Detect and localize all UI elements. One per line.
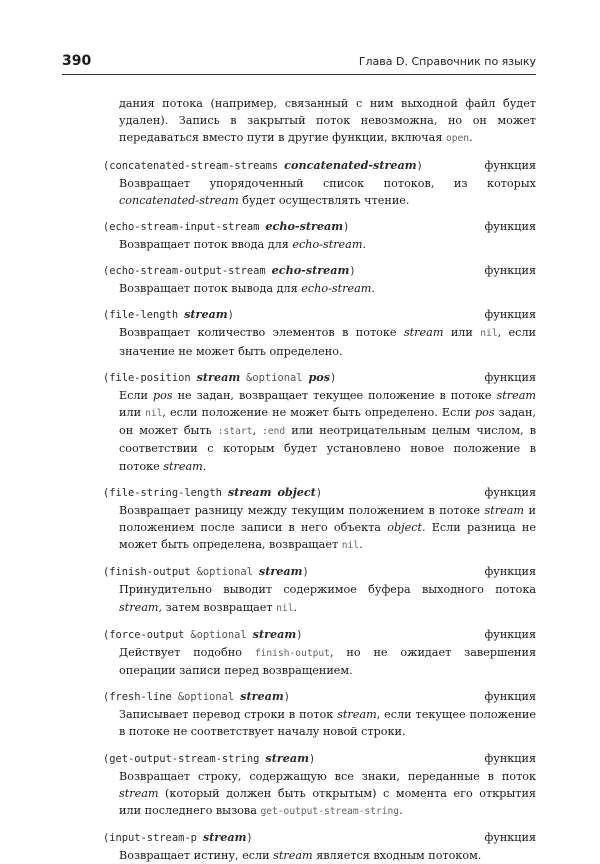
running-header bbox=[62, 52, 536, 75]
code: nil bbox=[480, 328, 498, 340]
function-description bbox=[119, 502, 536, 555]
function-name: (file-length bbox=[103, 309, 179, 322]
function-entry bbox=[103, 750, 536, 821]
optional-arg: stream bbox=[252, 626, 297, 641]
required-arg: object bbox=[277, 484, 316, 499]
italic-term: concatenated-stream bbox=[119, 193, 239, 207]
text: Возвращает поток ввода для bbox=[119, 238, 293, 252]
function-entry bbox=[103, 563, 536, 616]
required-arg: stream bbox=[196, 369, 241, 384]
close-paren: ) bbox=[227, 309, 234, 322]
function-signature bbox=[103, 626, 536, 644]
required-arg: stream bbox=[202, 830, 247, 845]
page-number: 390 bbox=[62, 53, 92, 69]
function-description bbox=[119, 280, 536, 297]
function-entry bbox=[103, 218, 536, 253]
text: . bbox=[359, 538, 363, 552]
text: дания потока (например, связанный с ним выходной файл будет удален). Запись в закрытый поток невозможна, но он может передаваться вместо пути в другие функции, включая bbox=[119, 97, 536, 145]
text: , но не ожидает завершения операции записи перед возвращением. bbox=[119, 645, 536, 678]
entry-kind: функция bbox=[484, 690, 536, 704]
function-description bbox=[119, 387, 536, 475]
function-name: (concatenated-stream-streams bbox=[103, 159, 279, 172]
intro-paragraph bbox=[119, 95, 536, 148]
function-signature bbox=[103, 688, 536, 706]
function-name: (file-position bbox=[103, 371, 191, 384]
optional-arg: stream bbox=[258, 564, 303, 579]
entry-list bbox=[103, 157, 536, 864]
close-paren: ) bbox=[416, 159, 423, 172]
text: является входным потоком. bbox=[312, 849, 482, 863]
italic-term: stream bbox=[119, 600, 159, 614]
entry-kind: функция bbox=[484, 158, 536, 172]
function-description bbox=[119, 175, 536, 209]
required-arg: concatenated-stream bbox=[284, 157, 417, 172]
text: , если положение не может быть определено. Если bbox=[162, 406, 475, 420]
function-name: (file-string-length bbox=[103, 486, 222, 499]
function-signature bbox=[103, 157, 536, 175]
italic-term: echo-stream bbox=[292, 238, 363, 252]
required-arg: echo-stream bbox=[265, 219, 344, 234]
optional-keyword: &optional bbox=[177, 691, 235, 704]
function-name: (input-stream-p bbox=[103, 832, 197, 845]
optional-keyword: &optional bbox=[246, 371, 303, 384]
signature-text bbox=[103, 688, 290, 706]
text: . bbox=[469, 131, 473, 145]
function-signature bbox=[103, 750, 536, 768]
function-description bbox=[119, 644, 536, 679]
function-name: (force-output bbox=[103, 628, 185, 641]
text: задан, он может быть bbox=[119, 406, 536, 438]
close-paren: ) bbox=[315, 486, 323, 499]
function-entry bbox=[103, 157, 536, 209]
italic-term: pos bbox=[474, 406, 495, 420]
signature-text bbox=[103, 829, 253, 847]
reference-content bbox=[103, 95, 536, 864]
function-name: (fresh-line bbox=[103, 691, 172, 704]
optional-keyword: &optional bbox=[190, 628, 247, 641]
italic-term: pos bbox=[152, 388, 173, 402]
close-paren: ) bbox=[343, 221, 350, 234]
text: Возвращает поток вывода для bbox=[119, 282, 302, 296]
close-paren: ) bbox=[302, 566, 309, 579]
entry-kind: функция bbox=[484, 751, 536, 765]
italic-term: object bbox=[387, 521, 422, 535]
close-paren: ) bbox=[330, 371, 337, 384]
required-arg: stream bbox=[265, 750, 309, 765]
function-entry bbox=[103, 306, 536, 359]
italic-term: stream bbox=[163, 459, 203, 473]
entry-kind: функция bbox=[484, 308, 536, 322]
italic-term: stream bbox=[403, 326, 444, 340]
signature-text bbox=[103, 626, 302, 644]
optional-keyword: &optional bbox=[196, 566, 253, 579]
italic-term: stream bbox=[273, 849, 313, 863]
entry-kind: функция bbox=[484, 264, 536, 278]
entry-kind: функция bbox=[484, 370, 536, 384]
text: . bbox=[399, 804, 403, 818]
italic-term: stream bbox=[484, 503, 525, 517]
signature-text bbox=[103, 157, 423, 175]
text: Возвращает строку, содержащую все знаки, переданные в поток bbox=[119, 769, 536, 783]
text: . bbox=[293, 600, 298, 614]
close-paren: ) bbox=[308, 752, 316, 765]
function-description bbox=[119, 847, 536, 864]
text: Принудительно выводит содержимое буфера выходного потока bbox=[119, 583, 536, 597]
text: . bbox=[362, 238, 367, 252]
signature-text bbox=[103, 369, 336, 387]
text: , затем возвращает bbox=[158, 600, 277, 614]
chapter-title: Глава D. Справочник по языку bbox=[358, 55, 536, 68]
text: . bbox=[371, 282, 375, 296]
entry-kind: функция bbox=[484, 220, 536, 234]
required-arg: stream bbox=[227, 484, 272, 499]
optional-arg: stream bbox=[240, 689, 284, 704]
signature-text bbox=[103, 262, 356, 280]
entry-kind: функция bbox=[484, 831, 536, 845]
code: finish-output bbox=[254, 647, 330, 659]
text: Если bbox=[119, 388, 153, 402]
required-arg: stream bbox=[184, 307, 228, 322]
entry-kind: функция bbox=[484, 485, 536, 499]
signature-text bbox=[103, 484, 322, 502]
text: или неотрицательным целым числом, в соответствии с которым будет установлено новое положение в потоке bbox=[119, 424, 536, 473]
text: , если значение не может быть определено. bbox=[119, 326, 537, 358]
function-description bbox=[119, 324, 536, 359]
code: nil bbox=[145, 408, 163, 420]
function-signature bbox=[103, 218, 536, 236]
text: , если текущее положение в потоке не соответствует началу новой строки. bbox=[119, 708, 536, 739]
function-signature bbox=[103, 563, 536, 581]
text: и положением после записи в него объекта bbox=[119, 503, 537, 535]
text: Возвращает истину, если bbox=[119, 849, 274, 863]
text: не задан, возвращает текущее положение в потоке bbox=[172, 388, 497, 402]
function-signature bbox=[103, 306, 536, 324]
close-paren: ) bbox=[283, 691, 290, 704]
code: nil bbox=[276, 602, 294, 614]
function-description bbox=[119, 768, 536, 821]
text: . Если разница не может быть определена, возвращает bbox=[119, 521, 536, 552]
text: Возвращает разницу между текущим положением в потоке bbox=[119, 503, 485, 517]
function-entry bbox=[103, 369, 536, 475]
code: open bbox=[445, 133, 470, 145]
text: , bbox=[252, 424, 263, 438]
function-description bbox=[119, 706, 536, 740]
text: Возвращает упорядоченный список потоков, из которых bbox=[119, 176, 536, 190]
function-name: (get-output-stream-string bbox=[103, 752, 260, 765]
function-entry bbox=[103, 626, 536, 679]
function-signature bbox=[103, 829, 536, 847]
optional-arg: pos bbox=[308, 369, 331, 384]
text: . bbox=[202, 459, 207, 473]
signature-text bbox=[103, 563, 309, 581]
entry-kind: функция bbox=[484, 565, 536, 579]
function-signature bbox=[103, 484, 536, 502]
function-entry bbox=[103, 688, 536, 740]
text: будет осуществлять чтение. bbox=[238, 193, 410, 207]
signature-text bbox=[103, 218, 349, 236]
function-name: (echo-stream-output-stream bbox=[103, 265, 266, 278]
signature-text bbox=[103, 750, 315, 768]
italic-term: stream bbox=[496, 388, 536, 402]
entry-kind: функция bbox=[484, 627, 536, 641]
function-description bbox=[119, 581, 536, 616]
code: :start bbox=[217, 426, 253, 438]
code: :end bbox=[262, 426, 286, 438]
close-paren: ) bbox=[296, 628, 303, 641]
text: Записывает перевод строки в поток bbox=[119, 708, 338, 722]
function-name: (finish-output bbox=[103, 566, 191, 579]
code: nil bbox=[341, 540, 360, 552]
italic-term: stream bbox=[337, 708, 377, 722]
function-name: (echo-stream-input-stream bbox=[103, 221, 260, 234]
text: или bbox=[119, 406, 146, 420]
italic-term: echo-stream bbox=[301, 282, 372, 296]
function-signature bbox=[103, 262, 536, 280]
text: (который должен быть открытым) с момента его открытия или последнего вызова bbox=[119, 786, 536, 818]
required-arg: echo-stream bbox=[271, 263, 350, 278]
text: Возвращает количество элементов в потоке bbox=[119, 326, 404, 340]
function-signature bbox=[103, 369, 536, 387]
close-paren: ) bbox=[349, 265, 356, 278]
code: get-output-stream-string bbox=[260, 806, 400, 818]
function-entry bbox=[103, 262, 536, 297]
text: Действует подобно bbox=[119, 645, 255, 659]
close-paren: ) bbox=[246, 832, 253, 845]
italic-term: stream bbox=[119, 786, 159, 800]
text: или bbox=[443, 326, 481, 340]
function-entry bbox=[103, 484, 536, 555]
function-description bbox=[119, 236, 536, 253]
signature-text bbox=[103, 306, 234, 324]
